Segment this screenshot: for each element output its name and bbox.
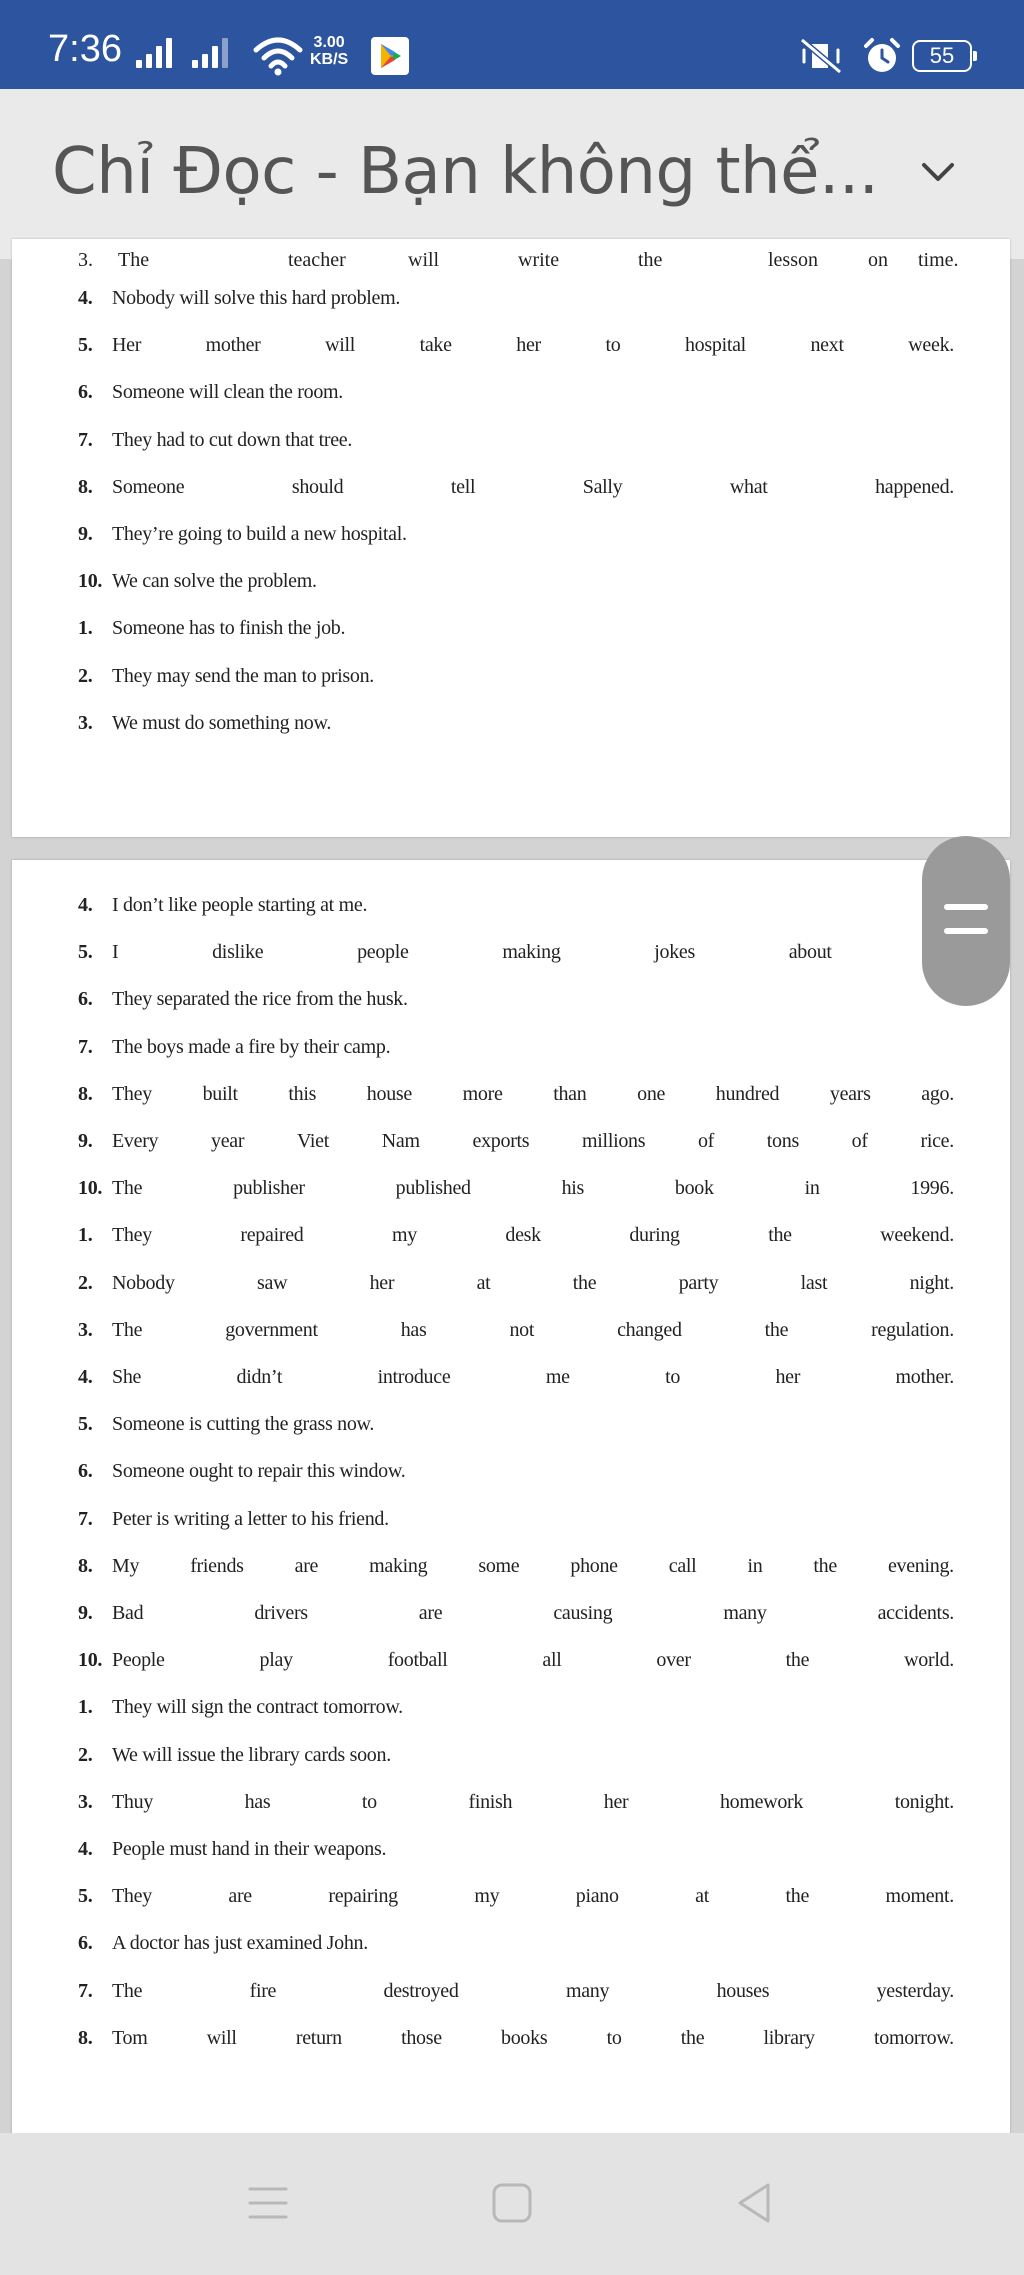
exercise-sentence: They may send the man to prison.	[112, 664, 375, 687]
exercise-sentence: People play football all over the world.	[112, 1649, 954, 1672]
exercise-sentence: Someone should tell Sally what happened.	[112, 475, 954, 498]
exercise-number: 2.	[78, 1271, 93, 1294]
exercise-number: 8.	[78, 1082, 93, 1105]
exercise-sentence: Thuy has to finish her homework tonight.	[112, 1790, 954, 1813]
exercise-line	[78, 476, 954, 506]
exercise-line	[78, 1791, 954, 1821]
exercise-line	[78, 2027, 954, 2057]
exercise-sentence: My friends are making some phone call in the evening.	[112, 1554, 954, 1577]
exercise-sentence: We can solve the problem.	[112, 570, 317, 593]
chevron-down-icon[interactable]	[918, 153, 958, 193]
network-speed	[310, 34, 348, 68]
exercise-sentence: We will issue the library cards soon.	[112, 1743, 391, 1766]
exercise-number: 7.	[78, 428, 93, 451]
exercise-sentence: They repaired my desk during the weekend.	[112, 1224, 954, 1247]
exercise-sentence: They’re going to build a new hospital.	[112, 523, 407, 545]
exercise-number: 8.	[78, 2026, 93, 2049]
vibrate-off-icon	[798, 36, 844, 76]
exercise-line	[78, 1177, 954, 1207]
exercise-line	[78, 665, 954, 695]
exercise-sentence: The government has not changed the regulation.	[112, 1318, 954, 1341]
page-title: Chỉ Đọc - Bạn không thể...	[52, 135, 879, 209]
exercise-sentence: The fire destroyed many houses yesterday.	[112, 1979, 954, 2002]
exercise-number: 3.	[78, 1318, 93, 1341]
exercise-sentence: Tom will return those books to the library tomorrow.	[112, 2026, 954, 2049]
exercise-number: 9.	[78, 523, 93, 545]
exercise-line	[78, 1413, 954, 1443]
exercise-number: 4.	[78, 1366, 93, 1388]
exercise-number: 4.	[78, 894, 93, 916]
network-speed-unit: KB/S	[310, 51, 349, 68]
navigation-bar	[0, 2133, 1024, 2275]
exercise-number: 6.	[78, 1460, 93, 1483]
document-page-2	[12, 860, 1010, 2160]
document-viewer[interactable]	[0, 249, 1024, 2133]
status-bar	[0, 0, 1024, 89]
scroll-handle[interactable]	[922, 836, 1010, 1006]
alarm-icon	[862, 36, 902, 76]
exercise-line	[78, 381, 954, 411]
exercise-line	[78, 1838, 954, 1868]
exercise-number: 5.	[78, 941, 93, 964]
exercise-sentence: Her mother will take her to hospital next week.	[112, 334, 954, 357]
exercise-number: 5.	[78, 1885, 93, 1908]
exercise-line	[78, 570, 954, 600]
signal-icon	[136, 38, 172, 68]
back-icon[interactable]	[732, 2181, 776, 2225]
exercise-sentence: I dislike people making jokes about	[112, 941, 832, 964]
exercise-line	[78, 1980, 954, 2010]
exercise-line	[78, 712, 954, 742]
exercise-number: 8.	[78, 1554, 93, 1577]
exercise-sentence: Peter is writing a letter to his friend.	[112, 1507, 389, 1530]
exercise-sentence: They had to cut down that tree.	[112, 428, 353, 451]
exercise-sentence: She didn’t introduce me to her mother.	[112, 1366, 954, 1388]
status-time: 7:36	[48, 28, 122, 70]
exercise-line	[78, 1319, 954, 1349]
exercise-sentence: I don’t like people starting at me.	[112, 894, 368, 916]
exercise-sentence: People must hand in their weapons.	[112, 1838, 387, 1860]
exercise-line	[78, 1130, 954, 1160]
exercise-line	[78, 617, 954, 647]
exercise-sentence: Bad drivers are causing many accidents.	[112, 1602, 954, 1624]
exercise-line	[78, 523, 954, 553]
exercise-sentence: They separated the rice from the husk.	[112, 988, 408, 1011]
exercise-line	[78, 1366, 954, 1396]
exercise-line	[78, 1744, 954, 1774]
exercise-sentence: They are repairing my piano at the moment.	[112, 1885, 954, 1908]
exercise-line	[78, 894, 954, 924]
exercise-line	[78, 941, 954, 971]
exercise-line	[78, 1885, 954, 1915]
exercise-sentence: A doctor has just examined John.	[112, 1932, 368, 1955]
read-only-banner[interactable]	[0, 89, 1024, 260]
exercise-number: 7.	[78, 1979, 93, 2002]
exercise-sentence: They built this house more than one hundred years ago.	[112, 1082, 954, 1105]
exercise-number: 3.	[78, 1790, 93, 1813]
exercise-number: 3.	[78, 711, 93, 734]
exercise-number: 10.	[78, 1649, 103, 1672]
recent-apps-icon[interactable]	[246, 2181, 290, 2225]
exercise-line	[78, 1083, 954, 1113]
exercise-sentence: Someone ought to repair this window.	[112, 1460, 406, 1483]
exercise-line	[78, 1696, 954, 1726]
exercise-line	[78, 1272, 954, 1302]
exercise-number: 4.	[78, 1838, 93, 1860]
document-page-1	[12, 239, 1010, 837]
exercise-number: 2.	[78, 1743, 93, 1766]
exercise-number: 1.	[78, 1696, 93, 1719]
exercise-line	[78, 1649, 954, 1679]
exercise-line	[78, 988, 954, 1018]
exercise-line	[78, 1460, 954, 1490]
exercise-number: 9.	[78, 1130, 93, 1152]
exercise-sentence: The boys made a fire by their camp.	[112, 1035, 391, 1058]
exercise-number: 10.	[78, 1177, 103, 1200]
exercise-sentence: Someone will clean the room.	[112, 381, 343, 404]
exercise-number: 7.	[78, 1507, 93, 1530]
exercise-number: 4.	[78, 287, 93, 309]
exercise-number: 6.	[78, 381, 93, 404]
cut-off-line: 3. The teacher will write the lesson on time.	[78, 249, 959, 271]
exercise-line	[78, 1036, 954, 1066]
exercise-sentence: Someone is cutting the grass now.	[112, 1413, 375, 1436]
exercise-sentence: Nobody saw her at the party last night.	[112, 1271, 954, 1294]
exercise-sentence: Someone has to finish the job.	[112, 617, 346, 640]
exercise-line	[78, 1508, 954, 1538]
exercise-sentence: They will sign the contract tomorrow.	[112, 1696, 403, 1719]
exercise-line	[78, 1602, 954, 1632]
exercise-line	[78, 429, 954, 459]
exercise-sentence: Nobody will solve this hard problem.	[112, 287, 401, 309]
exercise-number: 1.	[78, 1224, 93, 1247]
exercise-number: 6.	[78, 1932, 93, 1955]
exercise-line	[78, 334, 954, 364]
exercise-number: 1.	[78, 617, 93, 640]
exercise-line	[78, 1932, 954, 1962]
wifi-icon	[254, 36, 302, 76]
exercise-sentence: Every year Viet Nam exports millions of tons of rice.	[112, 1130, 954, 1152]
exercise-number: 10.	[78, 570, 103, 593]
exercise-number: 6.	[78, 988, 93, 1011]
exercise-number: 9.	[78, 1602, 93, 1624]
exercise-sentence: We must do something now.	[112, 711, 332, 734]
signal-icon-2	[192, 38, 228, 68]
exercise-line	[78, 287, 954, 317]
home-icon[interactable]	[490, 2181, 534, 2225]
exercise-line	[78, 1224, 954, 1254]
exercise-sentence: The publisher published his book in 1996.	[112, 1177, 954, 1200]
exercise-line	[78, 1555, 954, 1585]
exercise-number: 5.	[78, 1413, 93, 1436]
exercise-number: 2.	[78, 664, 93, 687]
exercise-number: 7.	[78, 1035, 93, 1058]
exercise-number: 5.	[78, 334, 93, 357]
network-speed-value: 3.00	[313, 34, 345, 51]
play-store-icon	[371, 37, 409, 75]
battery-indicator: 55	[912, 40, 972, 72]
exercise-number: 8.	[78, 475, 93, 498]
